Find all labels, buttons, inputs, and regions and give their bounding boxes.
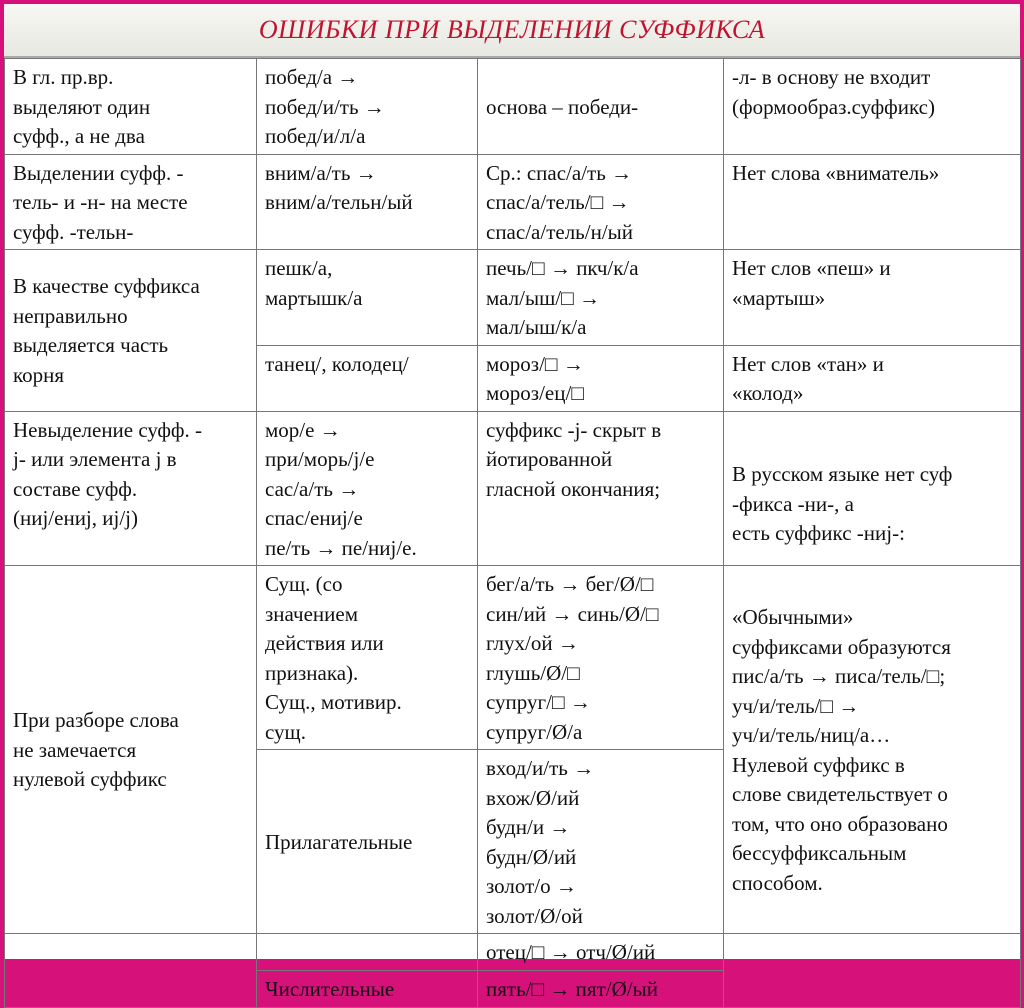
cell (5, 154, 257, 250)
cell (257, 154, 478, 250)
cell-text-line: -л- в основу не входит (732, 65, 931, 89)
cell (478, 566, 724, 750)
cell (257, 411, 478, 566)
cell (5, 411, 257, 566)
cell-text-line: вним/а/ть → (265, 160, 377, 185)
cell-text-line: мор/е → (265, 417, 341, 442)
cell-text-line: (формообраз.суффикс) (732, 94, 935, 119)
cell (478, 154, 724, 250)
cell-text-line: Нет слов «тан» и (732, 351, 884, 376)
cell-text-line: корня (13, 362, 65, 387)
cell-text-line: составе суфф. (13, 476, 138, 501)
cell-text-line: Нет слов «пеш» и (732, 256, 891, 280)
cell-text-line: основа – победи- (486, 94, 639, 119)
cell-text-line: золот/Ø/ой (486, 903, 583, 928)
cell (257, 934, 478, 971)
cell-text-line: мороз/□ → (486, 351, 584, 376)
cell-text-line: признака). (265, 660, 359, 685)
table-row (5, 411, 1021, 566)
cell (5, 59, 257, 155)
cell-text-line: побед/и/л/а (265, 124, 366, 148)
cell-text-line: гласной окончания; (486, 476, 661, 501)
cell-text-line: Сущ., мотивир. (265, 690, 402, 714)
cell-text-line: (ниј/ениј, иј/j) (13, 506, 139, 530)
cell-text-line: уч/и/тель/□ → (732, 693, 860, 718)
cell (724, 566, 1021, 934)
table-row (5, 934, 1021, 971)
cell-text-line: Нулевой суффикс в (732, 752, 905, 777)
cell-text-line: вхож/Ø/ий (486, 785, 580, 810)
cell-text-line: -фикса -ни-, а (732, 491, 854, 516)
cell (724, 411, 1021, 566)
cell-text-line: Прилагательные (265, 829, 413, 854)
cell-text-line: значением (265, 601, 358, 626)
cell (257, 566, 478, 750)
cell-text-line: Невыделение суфф. - (13, 417, 202, 442)
cell-text-line: золот/о → (486, 874, 577, 898)
cell-text-line: спас/а/тель/н/ый (486, 219, 633, 244)
cell-text-line: пис/а/ть → писа/тель/□; (732, 664, 946, 688)
page-title: ОШИБКИ ПРИ ВЫДЕЛЕНИИ СУФФИКСА (258, 15, 766, 44)
cell (478, 971, 724, 1008)
cell-text-line: спас/ениј/е (265, 506, 363, 530)
cell (257, 250, 478, 346)
cell (724, 154, 1021, 250)
cell-text-line: Выделении суфф. - (13, 160, 184, 185)
cell (724, 59, 1021, 155)
cell-text-line: «Обычными» (732, 605, 854, 629)
cell-text-line: Ср.: спас/а/ть → (486, 160, 633, 185)
cell-text-line: йотированной (486, 447, 613, 471)
table-row (5, 59, 1021, 155)
cell-text-line: «колод» (732, 381, 804, 405)
cell (257, 750, 478, 934)
title-bar (4, 4, 1020, 58)
cell-text-line: побед/и/ть → (265, 94, 385, 119)
cell (478, 250, 724, 346)
cell-text-line: «мартыш» (732, 285, 826, 310)
cell-text-line: танец/, колодец/ (265, 351, 409, 376)
cell-text-line: Числительные (265, 977, 395, 1001)
cell-text-line: бессуффиксальным (732, 841, 907, 865)
cell-text-line: выделяют один (13, 94, 151, 119)
cell-text-line: выделяется часть (13, 333, 169, 358)
cell-text-line: тель- и -н- на месте (13, 190, 188, 214)
table-row (5, 566, 1021, 750)
page (4, 4, 1020, 1001)
cell (478, 411, 724, 566)
cell-text-line: мороз/ец/□ (486, 381, 584, 405)
cell-text-line: супруг/□ → (486, 690, 591, 714)
cell-text-line: мал/ыш/□ → (486, 285, 601, 310)
cell-text-line: В качестве суффикса (13, 274, 200, 299)
cell (5, 566, 257, 934)
cell-text-line: действия или (265, 631, 384, 655)
cell-text-line: пешк/а, (265, 256, 333, 280)
cell (724, 934, 1021, 1008)
cell-text-line: есть суффикс -ниј-: (732, 521, 905, 545)
cell-text-line: будн/и → (486, 815, 571, 839)
cell-text-line: глушь/Ø/□ (486, 660, 580, 685)
cell (257, 345, 478, 411)
cell-text-line: суффикс -j- скрыт в (486, 417, 662, 442)
cell (5, 250, 257, 412)
cell-text-line: син/ий → синь/Ø/□ (486, 601, 659, 626)
cell-text-line: Сущ. (со (265, 572, 343, 596)
cell-text-line: уч/и/тель/ниц/а… (732, 723, 891, 747)
cell-text-line: будн/Ø/ий (486, 844, 577, 869)
cell-text-line: отец/□ → отч/Ø/ий (486, 940, 656, 964)
cell (257, 59, 478, 155)
cell-text-line: При разборе слова (13, 708, 179, 733)
cell-text-line: при/морь/j/е (265, 447, 375, 471)
cell-text-line: бег/а/ть → бег/Ø/□ (486, 572, 654, 596)
cell-text-line: мартышк/а (265, 285, 363, 310)
cell-text-line: глух/ой → (486, 631, 579, 655)
cell-text-line: нулевой суффикс (13, 767, 167, 792)
cell-text-line: пе/ть → пе/ниј/е. (265, 535, 417, 560)
cell-text-line: j- или элемента j в (13, 447, 177, 471)
cell-text-line: В гл. пр.вр. (13, 65, 114, 89)
cell-text-line: пять/□ → пят/Ø/ый (486, 977, 658, 1001)
cell (478, 59, 724, 155)
cell-text-line: вход/и/ть → (486, 756, 595, 780)
cell-text-line: спас/а/тель/□ → (486, 190, 630, 214)
cell (257, 971, 478, 1008)
cell-text-line: сущ. (265, 719, 306, 744)
cell-text-line: печь/□ → пкч/к/а (486, 256, 639, 280)
cell-text-line: суфф. -тельн- (13, 219, 134, 244)
table-row (5, 154, 1021, 250)
cell-text-line: неправильно (13, 303, 128, 328)
cell-text-line: слове свидетельствует о (732, 782, 948, 806)
cell-text-line: суфф., а не два (13, 124, 145, 148)
cell-text-line: В русском языке нет суф (732, 462, 953, 486)
cell (478, 750, 724, 934)
cell-text-line: не замечается (13, 737, 137, 762)
cell-text-line: Нет слова «вниматель» (732, 160, 940, 185)
cell-text-line: суффиксами образуются (732, 634, 951, 659)
cell-text-line: вним/а/тельн/ый (265, 190, 413, 214)
cell (724, 345, 1021, 411)
cell-text-line: побед/а → (265, 65, 359, 89)
cell-text-line: мал/ыш/к/а (486, 315, 587, 339)
cell-text-line: том, что оно образовано (732, 811, 948, 836)
cell (478, 934, 724, 971)
cell (478, 345, 724, 411)
cell (724, 250, 1021, 346)
cell-text-line: способом. (732, 870, 823, 895)
suffix-errors-table (4, 58, 1021, 1008)
cell-text-line: супруг/Ø/а (486, 719, 583, 744)
cell (5, 934, 257, 1008)
cell-text-line: сас/а/ть → (265, 476, 360, 501)
table-row (5, 250, 1021, 346)
